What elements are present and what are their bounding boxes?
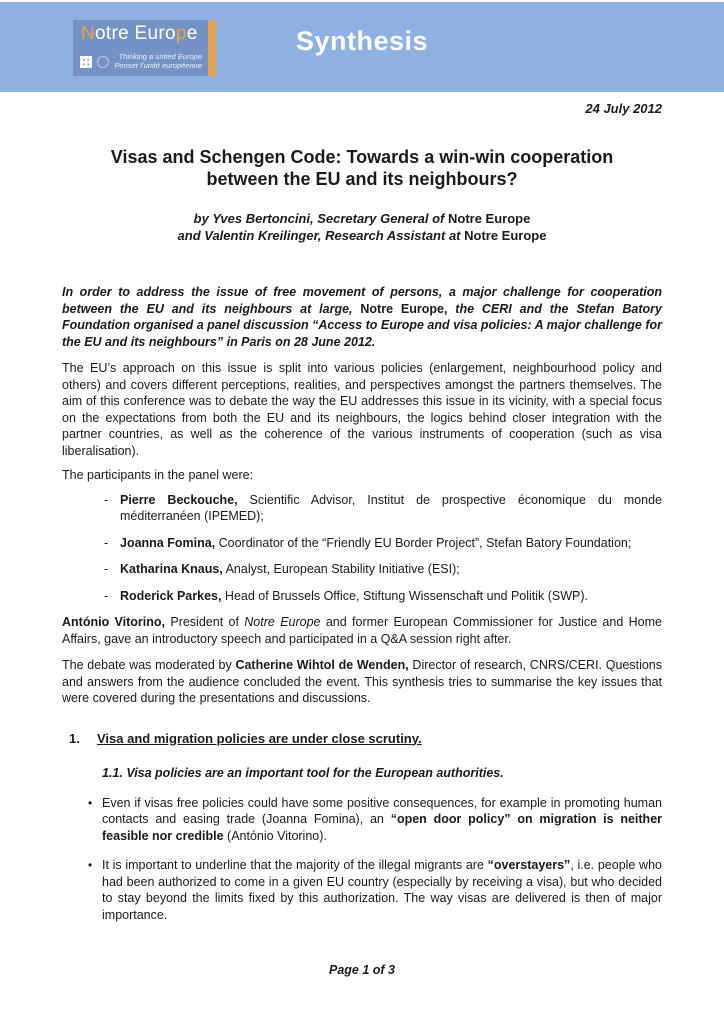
participant-item-beckouche (104, 492, 662, 525)
participant-text: Joanna Fomina, Coordinator of the “Friendly EU Border Project”, Stefan Batory Foundation; (120, 535, 632, 550)
dash-marker: - (104, 588, 109, 603)
bullet-list (62, 795, 662, 924)
participant-item-fomina (104, 535, 662, 552)
section-1-number: 1. (69, 730, 80, 746)
approach-paragraph: The EU’s approach on this issue is split into various policies (enlargement, neighbourhood policy and others) and covers different perceptions, realities, and perspectives amongst the partners themselves. The aim of this conference was to debate the way the EU addresses this issue in its vicinity, with a special focus on the expectations from both the EU and its neighbours, the logics behind closer integration with the partner countries, as well as the coherence of the various instruments of cooperation (such as visa liberalisation). (62, 361, 662, 458)
intro-paragraph: In order to address the issue of free movement of persons, a major challenge for cooperation between the EU and its neighbours at large, Notre Europe, the CERI and the Stefan Batory Foundation organised a panel discussion “Access to Europe and visa policies: A major challenge for the EU and its neighbours” in Paris on 28 June 2012. (62, 285, 662, 349)
document-title-line-2: between the EU and its neighbours? (206, 169, 518, 189)
grid-icon (80, 56, 92, 68)
participants-list (62, 492, 662, 605)
document-type-title: Synthesis (295, 26, 429, 56)
page-number: Page 1 of 3 (329, 963, 395, 977)
participant-text: Pierre Beckouche, Scientific Advisor, Institut de prospective économique du monde méditerranéen (IPEMED); (120, 492, 662, 523)
bullet-text: Even if visas free policies could have some positive consequences, for example in promoting human contacts and easing trade (Joanna Fomina), an “open door policy” on migration is neither feasible nor credible (António Vitorino). (102, 795, 663, 843)
debate-paragraph: The debate was moderated by Catherine Wihtol de Wenden, Director of research, CNRS/CERI. Questions and answers from the audience concluded the event. This synthesis tries to summarise the key issues that were covered during the presentations and discussions. (62, 658, 662, 705)
bullet-item-open-door (88, 795, 662, 845)
participant-item-knaus (104, 561, 662, 578)
dash-marker: - (104, 562, 109, 576)
bullet-marker: • (88, 795, 93, 810)
participant-text: Katharina Knaus, Analyst, European Stability Initiative (ESI); (120, 562, 460, 576)
header-band (0, 2, 724, 92)
logo-tagline-french: Penser l’unité européenne (114, 61, 202, 70)
byline-line-2: and Valentin Kreilinger, Research Assistant at Notre Europe (177, 228, 547, 243)
document-body (0, 284, 724, 923)
bullet-marker: • (88, 858, 93, 872)
page-footer (0, 963, 724, 977)
participants-intro: The participants in the panel were: (62, 468, 254, 482)
dash-marker: - (104, 535, 109, 550)
byline (0, 210, 724, 244)
logo-tagline-english: Thinking a united Europe (118, 52, 202, 61)
bullet-text: It is important to underline that the majority of the illegal migrants are “overstayers”, i.e. people who had been authorized to come in a given EU country (especially by receiving a visa), but who decided to stay beyond the limits fixed by this authorization. The way visas are delivered is then of major importance. (102, 858, 662, 922)
byline-line-1: by Yves Bertoncini, Secretary General of Notre Europe (193, 211, 531, 226)
participant-text: Roderick Parkes, Head of Brussels Office, Stiftung Wissenschaft und Politik (SWP). (120, 588, 589, 603)
document-title (0, 146, 724, 190)
date-line: 24 July 2012 (585, 101, 662, 116)
section-1-heading (62, 731, 662, 748)
dash-marker: - (104, 492, 109, 507)
participant-item-parkes (104, 588, 662, 605)
circle-icon (97, 56, 109, 68)
section-1-1-heading: 1.1. Visa policies are an important tool for the European authorities. (102, 766, 504, 780)
document-title-line-1: Visas and Schengen Code: Towards a win-win cooperation (110, 147, 614, 167)
section-1-title: Visa and migration policies are under close scrutiny. (97, 730, 422, 746)
logo-wordmark: Notre Europe (81, 23, 198, 44)
bullet-item-overstayers (88, 857, 662, 923)
vitorino-paragraph: António Vitorino, President of Notre Europe and former European Commissioner for Justice and Home Affairs, gave an introductory speech and participated in a Q&A session right after. (62, 615, 662, 646)
